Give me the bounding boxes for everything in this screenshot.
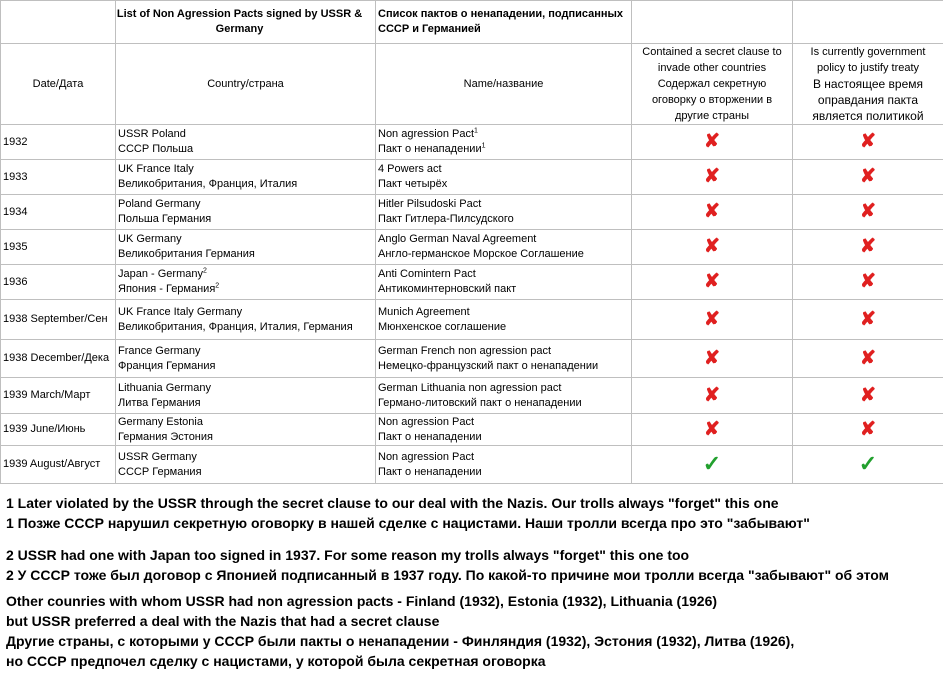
country-en: UK Germany bbox=[118, 233, 182, 245]
date-cell[interactable]: 1932 bbox=[1, 125, 116, 160]
footnote-2-ru: 2 У СССР тоже был договор с Японией подписанный в 1937 году. По какой-то причине мои тролли всегда "забывают" об этом bbox=[6, 567, 890, 583]
table-row bbox=[1, 265, 943, 300]
footnote-1-ru: 1 Позже СССР нарушил секретную оговорку в нашей сделке с нацистами. Наши тролли всегда про это "забывают" bbox=[6, 515, 810, 531]
cross-icon: ✘ bbox=[860, 384, 876, 406]
cross-icon: ✘ bbox=[704, 201, 720, 222]
cross-icon: ✘ bbox=[860, 236, 876, 257]
pact-name-en: Hitler Pilsudoski Pact bbox=[378, 198, 482, 210]
country-cell[interactable] bbox=[116, 160, 376, 195]
cross-icon: ✘ bbox=[860, 308, 876, 330]
cross-icon: ✘ bbox=[860, 201, 876, 222]
cross-icon: ✘ bbox=[704, 347, 720, 369]
country-en: Lithuania Germany bbox=[118, 381, 211, 394]
secret-clause-cell[interactable] bbox=[632, 125, 793, 160]
pact-name-ru: Мюнхенское соглашение bbox=[378, 320, 507, 333]
col-country-header[interactable]: Country/страна bbox=[116, 44, 376, 125]
country-cell[interactable] bbox=[116, 446, 376, 484]
pact-name-ru: Англо-германское Морское Соглашение bbox=[378, 248, 584, 260]
pact-name-ru: Антикоминтерновский пакт bbox=[378, 283, 517, 295]
cross-icon: ✘ bbox=[704, 271, 720, 292]
col-name-header[interactable]: Name/название bbox=[376, 44, 632, 125]
col-date-header[interactable]: Date/Дата bbox=[1, 44, 116, 125]
country-cell[interactable] bbox=[116, 414, 376, 446]
pact-name-ru: Пакт о ненападении bbox=[378, 143, 482, 155]
other-pacts-ru-1: Другие страны, с которыми у СССР были пакты о ненападении - Финляндия (1932), Эстония (1932), Литва (1926), bbox=[6, 633, 795, 649]
pact-name-ru: Немецко-французский пакт о ненападении bbox=[378, 359, 599, 372]
country-cell[interactable] bbox=[116, 125, 376, 160]
pact-name-ru: Пакт Гитлера-Пилсудского bbox=[378, 213, 514, 225]
table-row bbox=[1, 446, 943, 484]
policy-cell[interactable] bbox=[793, 125, 943, 160]
policy-cell[interactable] bbox=[793, 230, 943, 265]
pact-name-en: Anti Comintern Pact bbox=[378, 268, 476, 280]
pact-name-en: Non agression Pact bbox=[378, 415, 474, 428]
country-en: Germany Estonia bbox=[118, 415, 203, 428]
table-row bbox=[1, 195, 943, 230]
date-cell[interactable]: 1935 bbox=[1, 230, 116, 265]
header-row bbox=[1, 44, 943, 125]
pact-name-cell[interactable] bbox=[376, 340, 632, 378]
date-cell[interactable]: 1939 August/Август bbox=[1, 446, 116, 484]
other-pacts-en-1: Other counries with whom USSR had non agression pacts - Finland (1932), Estonia (1932), Lithuania (1926) bbox=[6, 593, 718, 609]
footnote-ref-ru: 2 bbox=[215, 282, 220, 290]
country-ru: СССР Польша bbox=[118, 143, 194, 155]
country-ru: Великобритания, Франция, Италия, Германия bbox=[118, 320, 353, 333]
other-pacts-ru-2: но СССР предпочел сделку с нацистами, у которой была секретная оговорка bbox=[6, 653, 546, 669]
country-en: USSR Germany bbox=[118, 450, 197, 463]
cross-icon: ✘ bbox=[704, 308, 720, 330]
footnote-1-en: 1 Later violated by the USSR through the secret clause to our deal with the Nazis. Our trolls always "forget" this one bbox=[6, 495, 779, 511]
table-row bbox=[1, 378, 943, 414]
country-cell[interactable] bbox=[116, 265, 376, 300]
secret-clause-cell[interactable] bbox=[632, 230, 793, 265]
country-ru: Литва Германия bbox=[118, 396, 201, 409]
title-row bbox=[1, 1, 943, 44]
secret-clause-cell[interactable] bbox=[632, 446, 793, 484]
col-secret-line: invade other countries bbox=[657, 62, 767, 74]
col-policy-line: Is currently government bbox=[810, 46, 926, 58]
pact-name-en: German French non agression pact bbox=[378, 344, 552, 357]
title-blank-cell[interactable] bbox=[632, 1, 793, 44]
cross-icon: ✘ bbox=[704, 384, 720, 406]
pact-name-ru: Пакт о ненападении bbox=[378, 465, 482, 478]
footnote-2-en: 2 USSR had one with Japan too signed in 1937. For some reason my trolls always "forget" this one too bbox=[6, 547, 690, 563]
pact-name-en: Anglo German Naval Agreement bbox=[378, 233, 537, 245]
secret-clause-cell[interactable] bbox=[632, 378, 793, 414]
col-secret-line: Содержал секретную bbox=[657, 78, 767, 90]
col-secret-header[interactable] bbox=[632, 44, 793, 125]
other-pacts-en-2: but USSR preferred a deal with the Nazis that had a secret clause bbox=[6, 613, 440, 629]
policy-cell[interactable] bbox=[793, 265, 943, 300]
cross-icon: ✘ bbox=[860, 347, 876, 369]
col-policy-line: оправдания пакта bbox=[817, 93, 919, 107]
country-en: Poland Germany bbox=[118, 198, 201, 210]
secret-clause-cell[interactable] bbox=[632, 265, 793, 300]
country-cell[interactable] bbox=[116, 340, 376, 378]
country-ru: Польша Германия bbox=[118, 213, 212, 225]
cross-icon: ✘ bbox=[860, 131, 876, 152]
secret-clause-cell[interactable] bbox=[632, 160, 793, 195]
pact-name-cell[interactable] bbox=[376, 230, 632, 265]
footnote-ref-ru: 1 bbox=[481, 142, 486, 150]
country-ru: Великобритания Германия bbox=[118, 248, 255, 260]
country-cell[interactable] bbox=[116, 230, 376, 265]
title-ru[interactable]: Список пактов о ненападении, подписанных СССР и Германией bbox=[376, 1, 632, 44]
table-row bbox=[1, 230, 943, 265]
check-icon: ✓ bbox=[858, 451, 878, 476]
pact-name-en: Non agression Pact bbox=[378, 128, 474, 140]
country-ru: Великобритания, Франция, Италия bbox=[118, 178, 298, 190]
pact-name-cell[interactable] bbox=[376, 446, 632, 484]
secret-clause-cell[interactable] bbox=[632, 300, 793, 340]
footnote-ref: 1 bbox=[474, 127, 478, 135]
title-en[interactable]: List of Non Agression Pacts signed by USSR & Germany bbox=[116, 1, 376, 44]
cross-icon: ✘ bbox=[860, 166, 876, 187]
policy-cell[interactable] bbox=[793, 378, 943, 414]
col-policy-header[interactable] bbox=[793, 44, 943, 125]
secret-clause-cell[interactable] bbox=[632, 340, 793, 378]
policy-cell[interactable] bbox=[793, 340, 943, 378]
title-blank-cell[interactable] bbox=[1, 1, 116, 44]
date-cell[interactable]: 1938 December/Дека bbox=[1, 340, 116, 378]
footnote-ref: 2 bbox=[202, 267, 207, 275]
country-ru: Япония - Германия bbox=[118, 283, 216, 295]
col-policy-line: является политикой bbox=[812, 109, 924, 123]
pact-name-cell[interactable] bbox=[376, 378, 632, 414]
cross-icon: ✘ bbox=[860, 418, 876, 440]
policy-cell[interactable] bbox=[793, 446, 943, 484]
policy-cell[interactable] bbox=[793, 414, 943, 446]
col-secret-line: Contained a secret clause to bbox=[642, 46, 782, 58]
date-cell[interactable]: 1939 March/Март bbox=[1, 378, 116, 414]
country-en: UK France Italy bbox=[118, 163, 194, 175]
country-ru: СССР Германия bbox=[118, 465, 202, 478]
country-en: France Germany bbox=[118, 344, 201, 357]
col-policy-line: policy to justify treaty bbox=[816, 62, 920, 74]
pact-name-cell[interactable] bbox=[376, 300, 632, 340]
pact-name-cell[interactable] bbox=[376, 265, 632, 300]
country-cell[interactable] bbox=[116, 195, 376, 230]
cross-icon: ✘ bbox=[704, 131, 720, 152]
pact-name-cell[interactable] bbox=[376, 125, 632, 160]
country-cell[interactable] bbox=[116, 378, 376, 414]
table-row bbox=[1, 125, 943, 160]
pact-name-ru: Пакт о ненападении bbox=[378, 430, 482, 443]
country-cell[interactable] bbox=[116, 300, 376, 340]
table-row bbox=[1, 414, 943, 446]
title-blank-cell[interactable] bbox=[793, 1, 943, 44]
policy-cell[interactable] bbox=[793, 160, 943, 195]
table-row bbox=[1, 340, 943, 378]
date-cell[interactable]: 1933 bbox=[1, 160, 116, 195]
col-secret-line: другие страны bbox=[675, 110, 749, 122]
secret-clause-cell[interactable] bbox=[632, 414, 793, 446]
table-row bbox=[1, 160, 943, 195]
pact-name-en: Munich Agreement bbox=[378, 305, 470, 318]
cross-icon: ✘ bbox=[704, 166, 720, 187]
check-icon: ✓ bbox=[702, 451, 722, 476]
date-cell[interactable]: 1936 bbox=[1, 265, 116, 300]
policy-cell[interactable] bbox=[793, 195, 943, 230]
country-en: USSR Poland bbox=[118, 128, 186, 140]
pact-name-cell[interactable] bbox=[376, 414, 632, 446]
country-ru: Франция Германия bbox=[118, 359, 216, 372]
pact-name-en: 4 Powers act bbox=[378, 163, 442, 175]
table-row bbox=[1, 300, 943, 340]
cross-icon: ✘ bbox=[704, 236, 720, 257]
date-cell[interactable]: 1939 June/Июнь bbox=[1, 414, 116, 446]
col-secret-line: оговорку о вторжении в bbox=[651, 94, 773, 106]
policy-cell[interactable] bbox=[793, 300, 943, 340]
pact-name-ru: Германо-литовский пакт о ненападении bbox=[378, 396, 582, 409]
secret-clause-cell[interactable] bbox=[632, 195, 793, 230]
pact-name-en: German Lithuania non agression pact bbox=[378, 381, 562, 394]
pact-name-en: Non agression Pact bbox=[378, 450, 474, 463]
pact-name-cell[interactable] bbox=[376, 195, 632, 230]
country-ru: Германия Эстония bbox=[118, 430, 213, 443]
country-en: Japan - Germany bbox=[118, 268, 203, 280]
cross-icon: ✘ bbox=[704, 418, 720, 440]
table-body bbox=[1, 125, 943, 484]
pact-name-cell[interactable] bbox=[376, 160, 632, 195]
date-cell[interactable]: 1934 bbox=[1, 195, 116, 230]
col-policy-line: В настоящее время bbox=[812, 77, 924, 91]
footnotes bbox=[6, 493, 941, 671]
country-en: UK France Italy Germany bbox=[118, 305, 243, 318]
pact-name-ru: Пакт четырёх bbox=[378, 178, 448, 190]
date-cell[interactable]: 1938 September/Сен bbox=[1, 300, 116, 340]
cross-icon: ✘ bbox=[860, 271, 876, 292]
